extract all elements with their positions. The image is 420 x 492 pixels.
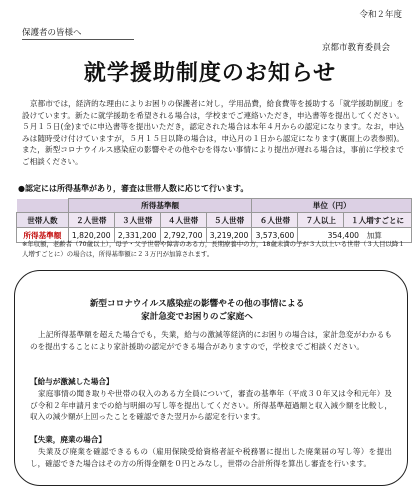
- page-title: 就学援助制度のお知らせ: [83, 61, 337, 86]
- income-value: 2,792,700: [160, 228, 206, 243]
- sender: 京都市教育委員会: [321, 43, 390, 53]
- criteria-line: ●認定には所得基準があり，審査は世帯人数に応じて行います。: [18, 184, 249, 193]
- group-header: 所得基準額: [68, 199, 252, 213]
- notice-title-line1: 新型コロナウイルス感染症の影響やその他の事情による: [89, 299, 305, 309]
- intro-paragraph: 京都市では，経済的な理由によりお困りの保護者に対し，学用品費，給食費等を援助する「就学援助制度」を設けています。新たに就学援助を希望される場合は，学校までご連絡いただき，申込書等を提出してください。５月１５日(金)までに申込書等を提出いただき，認定された場合は本年４月からの認定になります。なお，申込みは随時受け付けていますが，５月１５日以降の場合は，申込月の１日から認定になります(裏面上の表参照)。また，新型コロナウイルス感染症の影響やその他やむを得ない事情により提出が遅れる場合は，事前に学校までご相談ください。: [22, 99, 404, 166]
- section-body-unemployment: 失業及び廃業を確認できるもの（雇用保険受給資格者証や税務署に提出した廃業届の写し等）を提出し，確認できた場合はその方の所得金額を０円とみなし，世帯の合計所得を算出し審査を行います。: [30, 447, 392, 468]
- fiscal-year: 令和２年度: [359, 10, 402, 20]
- unit-header: 単位（円）: [252, 199, 412, 213]
- household-header: ４人世帯: [160, 213, 206, 228]
- row-label: 所得基準額: [17, 228, 69, 243]
- household-header: １人増すごとに: [344, 213, 412, 228]
- household-header: ２人世帯: [68, 213, 114, 228]
- income-increment: 354,400 加算: [298, 228, 412, 243]
- household-header: ５人世帯: [206, 213, 252, 228]
- addressee-underline: [22, 39, 134, 40]
- income-value: 3,573,600: [252, 228, 298, 243]
- income-value: 3,219,200: [206, 228, 252, 243]
- income-value: 2,331,200: [114, 228, 160, 243]
- table-corner: [17, 199, 69, 213]
- notice-intro: 上記所得基準額を超えた場合でも，失業，給与の激減等経済的にお困りの場合は，家計急変がわかるものを提出することにより家計援助の認定ができる場合がありますので，学校までご相談ください。: [30, 330, 392, 351]
- household-header: ３人世帯: [114, 213, 160, 228]
- notice-title: [0, 298, 394, 323]
- income-value: 1,820,200: [68, 228, 114, 243]
- household-header: ６人世帯: [252, 213, 298, 228]
- household-header: ７人以上: [298, 213, 344, 228]
- row-label-header: 世帯人数: [17, 213, 69, 228]
- addressee: 保護者の皆様へ: [22, 28, 82, 38]
- section-heading-unemployment: 【失業，廃業の場合】: [30, 435, 106, 444]
- income-criteria-table: [16, 198, 412, 243]
- footnote: ※年収額，老齢者（70歳以上），母子・父子世帯や障害のある方，長期療養中の方，18歳未満の子が３人以上いる世帯（３人目以降１人増すごとに）の場合は，所得基準額に２３万円が加算されます。: [22, 240, 405, 258]
- section-heading-salary: 【給与が激減した場合】: [30, 377, 114, 386]
- notice-title-line2: 家計急変でお困りのご家庭へ: [141, 311, 253, 322]
- section-body-salary: 家庭事情の聞き取りや世帯の収入のある方全員について，審査の基準年（平成３０年又は令和元年）及び令和２年申請月までの給与明細の写し等を提出してください。所得基準超過額と収入減少額を比較し，収入の減少額が上回ったことを確認できた翌月から認定を行います。: [30, 389, 392, 421]
